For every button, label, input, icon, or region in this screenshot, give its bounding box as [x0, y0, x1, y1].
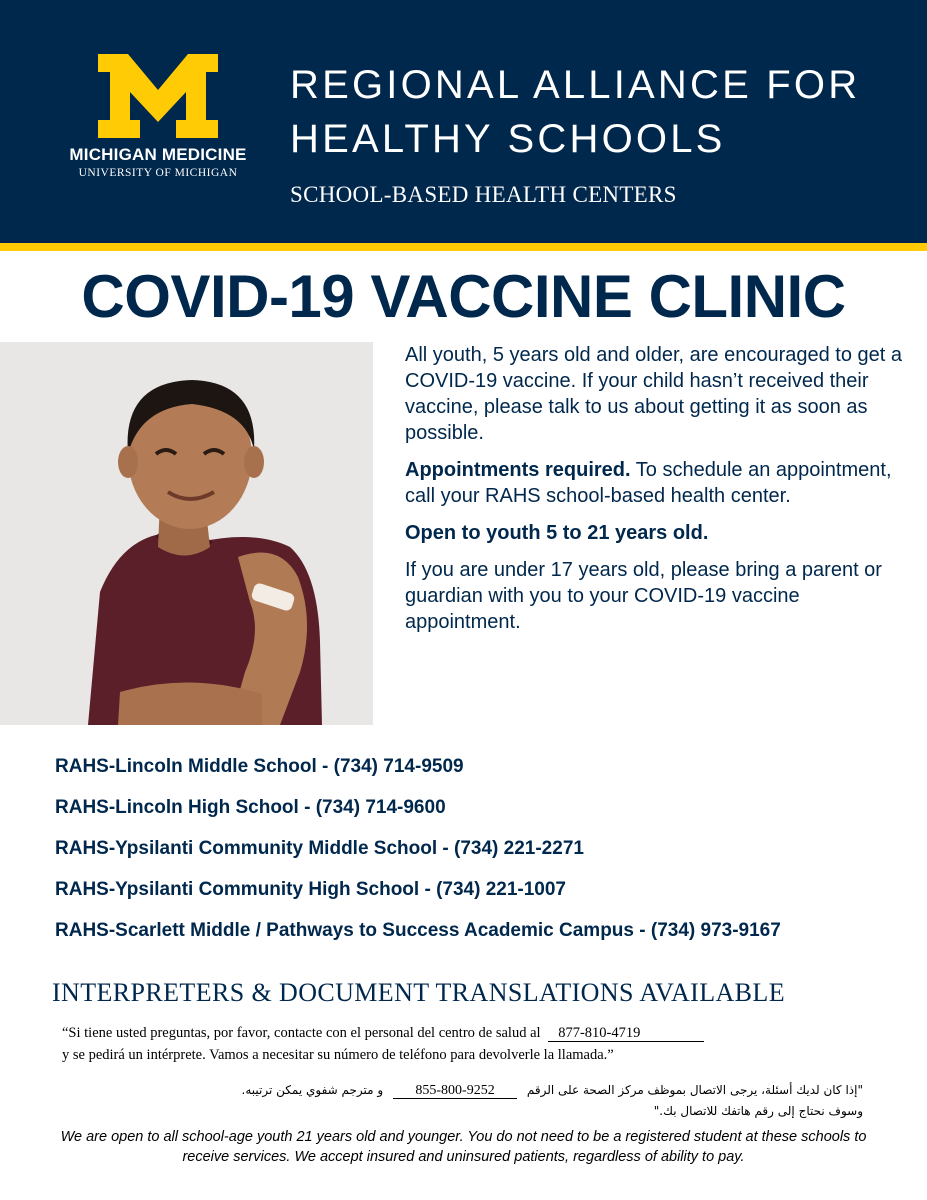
- arabic-phone-number: 855-800-9252: [393, 1083, 517, 1099]
- spanish-line-1: “Si tiene usted preguntas, por favor, contacte con el personal del centro de salud al: [62, 1025, 541, 1041]
- intro-text: [405, 342, 905, 646]
- school-contact-item: RAHS-Ypsilanti Community High School - (734) 221-1007: [55, 879, 566, 900]
- school-contact-item: RAHS-Scarlett Middle / Pathways to Success Academic Campus - (734) 973-9167: [55, 920, 781, 941]
- arabic-line-1a: "إذا كان لديك أسئلة، يرجى الاتصال بموظف مركز الصحة على الرقم: [526, 1083, 863, 1097]
- school-contact-item: RAHS-Lincoln High School - (734) 714-9600: [55, 797, 446, 818]
- intro-paragraph-3: [405, 520, 905, 546]
- logo-line-1: MICHIGAN MEDICINE: [69, 145, 247, 164]
- spanish-phone-number: 877-810-4719: [548, 1026, 704, 1042]
- school-contact-item: RAHS-Ypsilanti Community Middle School - (734) 221-2271: [55, 838, 584, 859]
- page-title: COVID-19 VACCINE CLINIC: [81, 263, 846, 330]
- intro-paragraph-2: [405, 457, 905, 509]
- org-title-line-1: REGIONAL ALLIANCE FOR: [290, 63, 861, 107]
- age-range-label: Open to youth 5 to 21 years old.: [405, 522, 709, 544]
- child-photo: [0, 342, 373, 725]
- appointments-required-label: Appointments required.: [405, 459, 631, 481]
- intro-paragraph-1: All youth, 5 years old and older, are encouraged to get a COVID-19 vaccine. If your child hasn’t received their vaccine, please talk to us about getting it as soon as possible.: [405, 344, 903, 444]
- arabic-line-1b: و مترجم شفوي يمكن ترتيبه.: [241, 1083, 384, 1097]
- school-contact-list: [55, 755, 781, 960]
- arabic-line-2: وسوف نحتاج إلى رقم هاتفك للاتصال بك.": [653, 1104, 863, 1118]
- intro-paragraph-4: If you are under 17 years old, please bring a parent or guardian with you to your COVID-19 vaccine appointment.: [405, 559, 882, 633]
- organization-subtitle: SCHOOL-BASED HEALTH CENTERS: [290, 182, 677, 207]
- arabic-notice: [103, 1080, 863, 1122]
- footer-disclaimer: We are open to all school-age youth 21 years old and younger. You do not need to be a registered student at these schools to receive services. We accept insured and uninsured patients, regardless of ability to pay.: [60, 1129, 867, 1165]
- spanish-line-2: y se pedirá un intérprete. Vamos a necesitar su número de teléfono para devolverle la llamada.”: [62, 1047, 614, 1063]
- michigan-medicine-logo: [58, 54, 258, 184]
- org-title-line-2: HEALTHY SCHOOLS: [290, 117, 726, 161]
- block-m-icon: [98, 54, 218, 138]
- school-contact-item: RAHS-Lincoln Middle School - (734) 714-9509: [55, 756, 464, 777]
- logo-line-2: UNIVERSITY OF MICHIGAN: [78, 167, 238, 179]
- gold-stripe: [0, 243, 927, 251]
- appointments-details: To schedule an appointment, call your RAHS school-based health center.: [405, 459, 892, 507]
- interpreters-heading: INTERPRETERS & DOCUMENT TRANSLATIONS AVAILABLE: [52, 978, 785, 1007]
- vaccinated-child-illustration: [0, 342, 373, 725]
- spanish-notice: [62, 1022, 882, 1066]
- organization-title: [290, 58, 910, 166]
